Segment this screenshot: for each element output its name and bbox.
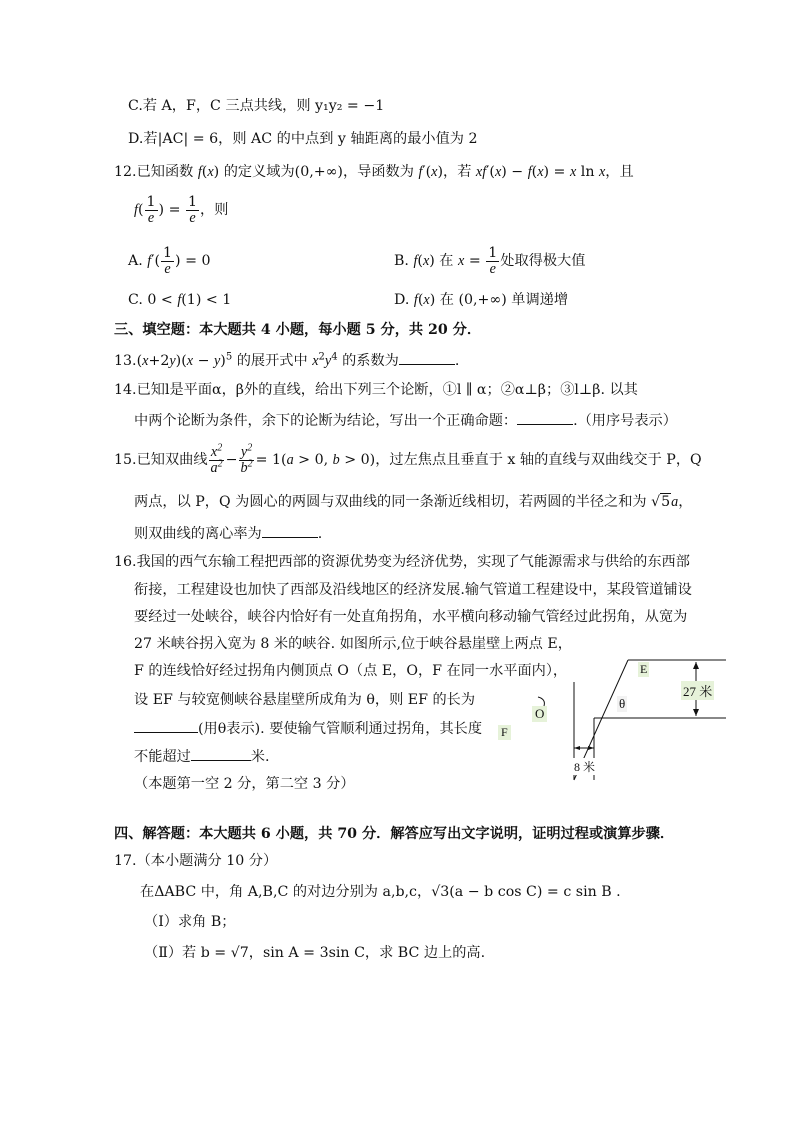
q12-stem: 12.已知函数 f(x) 的定义域为(0,+∞)，导函数为 f′(x)，若 xf′(x) − f(x) = x ln x，且 <box>114 164 634 180</box>
q16-line8: 不能超过 米. <box>134 746 269 767</box>
q16-line7: (用θ表示). 要使输气管顺利通过拐角，其长度 <box>134 718 482 739</box>
figure-label-e: E <box>640 662 648 676</box>
q17-part-1: （Ⅰ）求角 B； <box>144 914 236 930</box>
q12-option-b: B. f(x) 在 x = $\frac{1}{e}$ 处取得极大值 <box>394 244 586 277</box>
q14-line2: 中两个论断为条件，余下的论断为结论，写出一个正确命题： .（用序号表示） <box>134 410 677 431</box>
q11-option-d: D.若|AC| = 6，则 AC 的中点到 y 轴距离的最小值为 2 <box>128 131 478 147</box>
figure-label-theta: θ <box>619 696 626 711</box>
arc-mark <box>536 695 550 707</box>
q17-part-2: （Ⅱ）若 b = √7，sin A = 3sin C，求 BC 边上的高. <box>144 945 486 961</box>
figure-label-f: F <box>498 725 511 740</box>
q16-line1: 16.我国的西气东输工程把西部的资源优势变为经济优势，实现了气能源需求与供给的东西部 <box>114 554 690 570</box>
section-3-heading: 三、填空题：本大题共 4 小题，每小题 5 分，共 20 分． <box>114 322 482 338</box>
q12-option-d: D. f(x) 在 (0,+∞) 单调递增 <box>394 292 569 308</box>
q12-option-c: C. 0 < f(1) < 1 <box>128 292 232 308</box>
q13: $13.(x+2y)(x - y)^5$ 的展开式中 $x^2y^4$ 的系数为 . <box>114 351 460 369</box>
q15-line1: 15.已知双曲线 $\frac{x^2}{a^2}$ − $\frac{y^2}{b^2}$ = 1(a > 0, b > 0)，过左焦点且垂直于 x 轴的直线与双曲线交于 P，Q <box>114 441 702 476</box>
q16-line3: 要经过一处峡谷，峡谷内恰好有一处直角拐角，水平横向移动输气管经过此拐角，从宽为 <box>134 609 688 625</box>
q11-option-c: C.若 A，F，C 三点共线，则 y₁y₂ = −1 <box>128 98 385 114</box>
section-4-heading: 四、解答题：本大题共 6 小题，共 70 分．解答应写出文字说明，证明过程或演算步骤． <box>114 826 675 842</box>
q16-line5: F 的连线恰好经过拐角内侧顶点 O（点 E，O，F 在同一水平面内）， <box>134 663 568 679</box>
q17-title: 17.（本小题满分 10 分） <box>114 853 278 869</box>
q12-option-a: A. f′( $\frac{1}{e}$ ) = 0 <box>128 244 211 277</box>
q16-score-note: （本题第一空 2 分，第二空 3 分） <box>134 776 355 792</box>
q12-condition: f( $\frac{1}{e}$ ) = $\frac{1}{e}$ ，则 <box>134 193 229 226</box>
q15-line3: 则双曲线的离心率为 . <box>134 523 322 544</box>
q16-line2: 衔接，工程建设也加快了西部及沿线地区的经济发展.输气管道工程建设中，某段管道铺设 <box>134 582 692 598</box>
figure-label-o: O <box>532 706 547 722</box>
figure-width-27: 27 米 <box>681 681 714 700</box>
q16-line6: 设 EF 与较宽侧峡谷悬崖壁所成角为 θ，则 EF 的长为 <box>134 692 476 708</box>
q14-line1: 14.已知l是平面α，β外的直线，给出下列三个论断，①l ∥ α；②α⊥β；③l⊥β. 以其 <box>114 382 638 398</box>
q16-line4: 27 米峡谷拐入宽为 8 米的峡谷. 如图所示,位于峡谷悬崖壁上两点 E， <box>134 636 572 652</box>
figure-width-8: 8 米 <box>574 760 596 774</box>
q15-line2: 两点，以 P，Q 为圆心的两圆与双曲线的同一条渐近线相切，若两圆的半径之和为 √5a， <box>134 494 693 510</box>
q17-stem: 在ΔABC 中，角 A,B,C 的对边分别为 a,b,c，√3(a − b cos C) = c sin B . <box>140 884 621 900</box>
